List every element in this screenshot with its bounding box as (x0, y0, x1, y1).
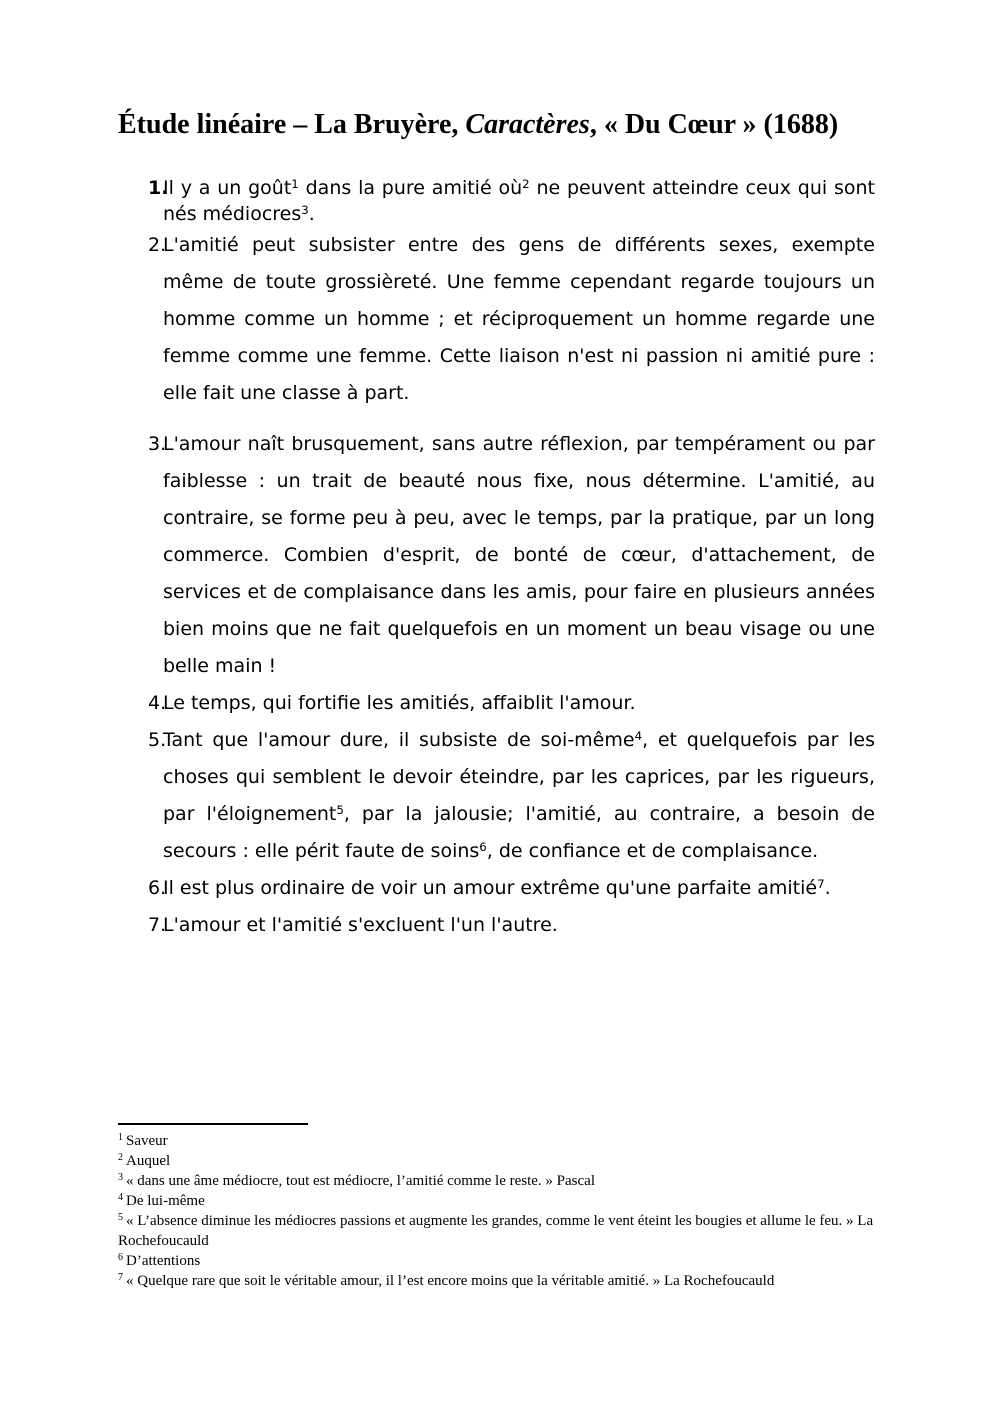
footnote-5 (118, 1211, 875, 1251)
footnote-4 (118, 1191, 875, 1211)
list-item-7 (118, 907, 875, 944)
title-suffix: , « Du Cœur » (1688) (589, 109, 839, 140)
list-item-number: 7. (148, 914, 167, 936)
footnote-3 (118, 1171, 875, 1191)
footnote-marker: 1 (118, 1132, 123, 1143)
list-item-number: 4. (148, 692, 167, 714)
page-title (118, 108, 875, 141)
title-work-name: Caractères (465, 109, 590, 140)
list-item-text: L'amour naît brusquement, sans autre réflexion, par tempérament ou par faiblesse : un trait de beauté nous fixe, nous détermine. L'amitié, au contraire, se forme peu à peu, avec le temps, par la pratique, par un long commerce. Combien d'esprit, de bonté de cœur, d'attachement, de services et de complaisance dans les amis, pour faire en plusieurs années bien moins que ne fait quelquefois en un moment un beau visage ou une belle main ! (163, 433, 875, 677)
footnote-marker: 4 (118, 1192, 123, 1203)
footnote-2 (118, 1151, 875, 1171)
footnote-marker: 6 (118, 1252, 123, 1263)
document-body (118, 0, 875, 944)
footnote-text: « dans une âme médiocre, tout est médiocre, l’amitié comme le reste. » Pascal (126, 1173, 595, 1189)
list-item-number: 5. (148, 729, 167, 751)
footnote-text: Auquel (126, 1153, 171, 1169)
list-item-4 (118, 685, 875, 722)
footnote-6 (118, 1251, 875, 1271)
footnote-text: « L’absence diminue les médiocres passions et augmente les grandes, comme le vent éteint les bougies et allume le feu. » La Rochefoucauld (118, 1213, 874, 1249)
list-item-number: 3. (148, 433, 167, 455)
list-item-text: Il y a un goût$^1$ dans la pure amitié $où^2$ ne peuvent atteindre ceux qui sont nés médiocres$^3$. (163, 176, 875, 225)
footnote-1 (118, 1131, 875, 1151)
footnote-marker: 5 (118, 1212, 123, 1223)
footnote-marker: 3 (118, 1172, 123, 1183)
numbered-list (118, 175, 875, 944)
list-item-text: Tant que l'amour dure, il subsiste de soi-même$^4$, et quelquefois par les choses qui semblent le devoir éteindre, par les caprices, par les rigueurs, par l'éloignement$^5$, par la jalousie; l'amitié, au contraire, a besoin de secours : elle périt faute de soins$^6$, de confiance et de complaisance. (163, 728, 875, 862)
list-item-1 (118, 175, 875, 227)
footnote-text: D’attentions (126, 1253, 201, 1269)
footnote-separator (118, 1123, 308, 1125)
list-item-text: L'amitié peut subsister entre des gens de différents sexes, exempte même de toute grossièreté. Une femme cependant regarde toujours un homme comme un homme ; et réciproquement un homme regarde une femme comme une femme. Cette liaison n'est ni passion ni amitié pure : elle fait une classe à part. (163, 234, 875, 404)
footnote-marker: 2 (118, 1152, 123, 1163)
footnote-marker: 7 (118, 1272, 123, 1283)
title-prefix: Étude linéaire – La Bruyère, (118, 109, 466, 140)
list-item-6 (118, 870, 875, 907)
list-item-text: Il est plus ordinaire de voir un amour extrême qu'une parfaite amitié$^7$. (163, 876, 831, 899)
list-item-number: 1. (148, 177, 169, 199)
list-item-text: Le temps, qui fortifie les amitiés, affaiblit l'amour. (163, 692, 636, 714)
footnotes-section (118, 1123, 875, 1291)
list-item-2 (118, 227, 875, 412)
list-item-number: 2. (148, 234, 167, 256)
list-item-text: L'amour et l'amitié s'excluent l'un l'autre. (163, 914, 558, 936)
list-item-number: 6. (148, 877, 167, 899)
footnote-text: Saveur (126, 1133, 168, 1149)
list-item-3 (118, 426, 875, 685)
list-item-5 (118, 722, 875, 870)
footnote-7 (118, 1271, 875, 1291)
footnote-text: De lui-même (126, 1193, 205, 1209)
footnote-text: « Quelque rare que soit le véritable amour, il l’est encore moins que la véritable amitié. » La Rochefoucauld (126, 1273, 775, 1289)
